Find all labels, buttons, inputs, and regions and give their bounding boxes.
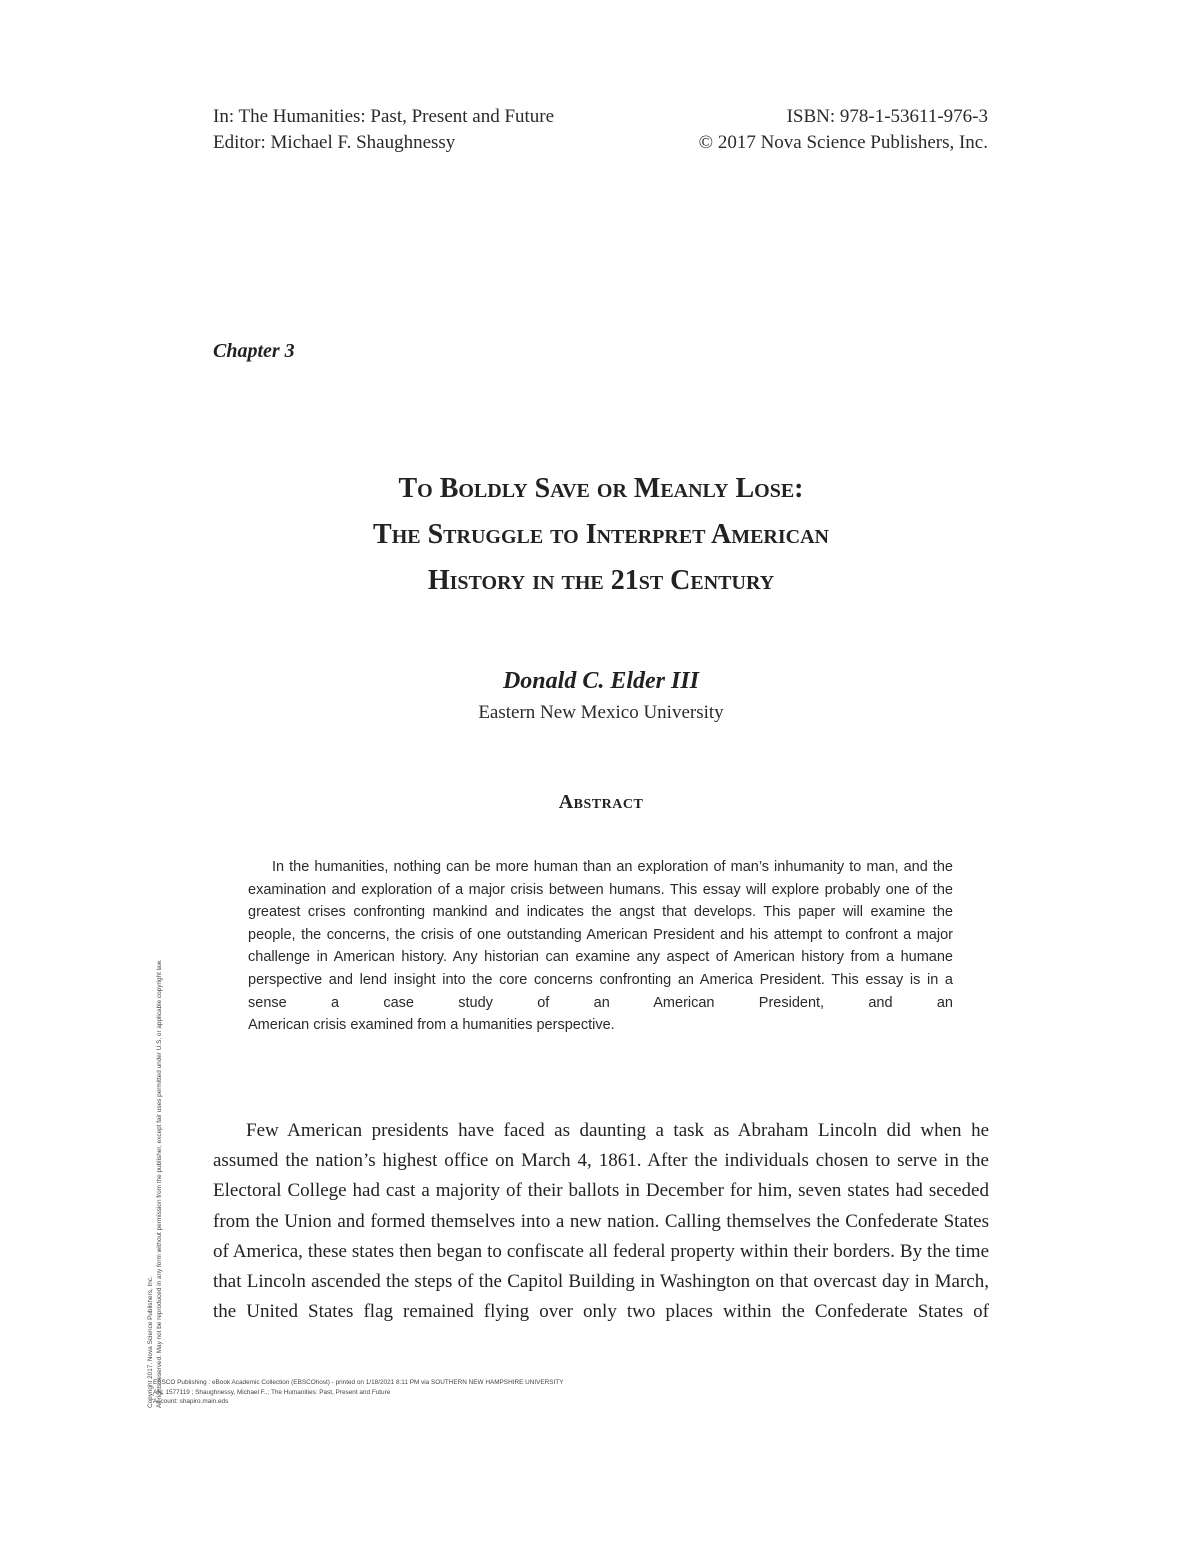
footer-line-1: EBSCO Publishing : eBook Academic Collection (EBSCOhost) - printed on 1/18/2021 8:11 PM via SOUTHERN NEW HAMPSHIRE UNIVERSITY xyxy=(153,1379,564,1386)
abstract-paragraph: In the humanities, nothing can be more human than an exploration of man’s inhumanity to man, and the examination and exploration of a major crisis between humans. This essay will explore probably one of the greatest crises confronting mankind and indicates the angst that develops. This paper will examine the people, the concerns, the crisis of one outstanding American President and his attempt to confront a major challenge in American history. Any historian can examine any aspect of American history from a humane perspective and lend insight into the core concerns confronting an America President. This essay is in a sense a case study of an American President, and an xyxy=(248,859,953,1011)
footer-line-2: AN: 1577119 ; Shaughnessy, Michael F..; The Humanities: Past, Present and Future xyxy=(153,1388,391,1396)
title-line-1: To Boldly Save or Meanly Lose: xyxy=(398,473,804,504)
publication-info xyxy=(699,104,988,156)
author-affiliation: Eastern New Mexico University xyxy=(478,702,724,723)
abstract-heading: Abstract xyxy=(558,791,644,813)
isbn-line: ISBN: 978-1-53611-976-3 xyxy=(786,106,988,127)
copyright-line: © 2017 Nova Science Publishers, Inc. xyxy=(698,132,988,153)
title-line-2: The Struggle to Interpret American xyxy=(373,519,829,550)
author-name: Donald C. Elder III xyxy=(502,668,700,694)
title-line-3: History in the 21st Century xyxy=(427,565,775,596)
sidebar-line-2: All rights reserved. May not be reproduced in any form without permission from the publisher, except fair uses permitted under U.S. or applicable copyright law. xyxy=(156,959,163,1408)
abstract-last-line: American crisis examined from a humanities perspective. xyxy=(248,1017,615,1034)
chapter-title xyxy=(213,466,989,604)
body-text xyxy=(213,1116,989,1327)
body-paragraph-1: Few American presidents have faced as daunting a task as Abraham Lincoln did when he assumed the nation’s highest office on March 4, 1861. After the individuals chosen to serve in the Electoral College had cast a majority of their ballots in December for him, seven states had seceded from the Union and formed themselves into a new nation. Calling themselves the Confederate States of America, these states then began to confiscate all federal property within their borders. By the time that Lincoln ascended the steps of the Capitol Building in Washington on that overcast day in March, the United States flag remained flying over only two places within the Confederate States of xyxy=(213,1120,989,1323)
book-info xyxy=(213,104,554,156)
book-title-line: In: The Humanities: Past, Present and Future xyxy=(213,106,555,127)
sidebar-line-1: Copyright 2017. Nova Science Publishers, Inc. xyxy=(147,1276,154,1408)
editor-line: Editor: Michael F. Shaughnessy xyxy=(213,132,456,153)
abstract-text xyxy=(248,856,953,1037)
chapter-label: Chapter 3 xyxy=(213,340,295,362)
access-footer xyxy=(153,1378,913,1407)
footer-line-3: Account: shapiro.main.eds xyxy=(153,1398,229,1405)
copyright-sidebar xyxy=(146,458,164,1408)
